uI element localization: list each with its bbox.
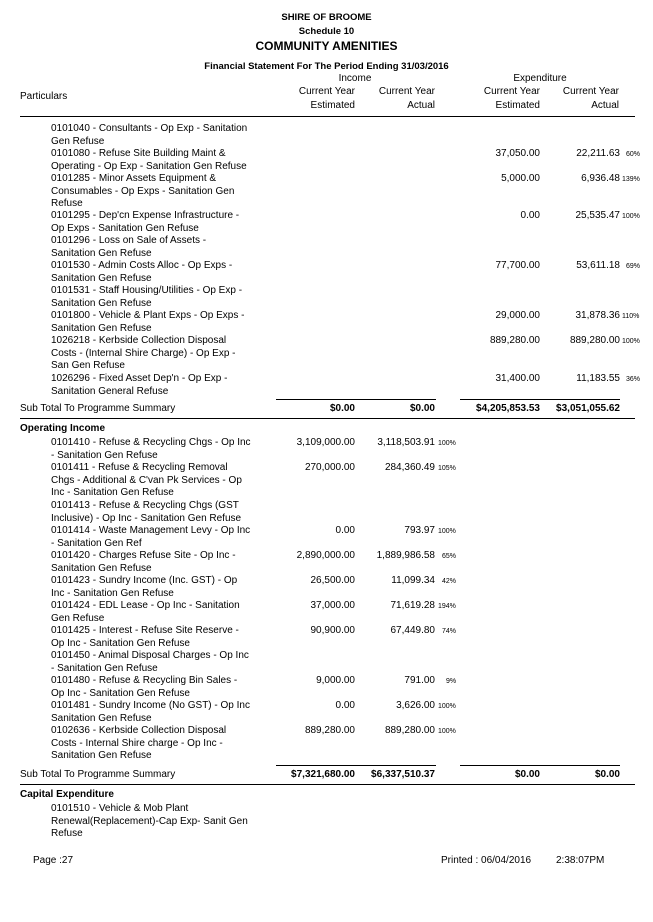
percent-of-budget: 100% — [622, 213, 640, 220]
programme-title: COMMUNITY AMENITIES — [255, 39, 398, 53]
account-description: 0101800 - Vehicle & Plant Exps - Op Exps - Sanitation Gen Refuse — [51, 310, 245, 334]
subtotal-income-rule — [276, 399, 436, 400]
particulars-header: Particulars — [20, 91, 68, 102]
income-actual: 1,889,986.58 — [376, 550, 435, 561]
income-estimated-header: Current Year Estimated — [298, 86, 355, 111]
income-actual: 793.97 — [404, 525, 435, 536]
expenditure-estimated: 37,050.00 — [495, 148, 540, 159]
income-estimated: 270,000.00 — [304, 462, 355, 473]
percent-of-budget: 194% — [438, 603, 456, 610]
expenditure-actual: 22,211.63 — [576, 148, 620, 159]
income-estimated: 3,109,000.00 — [296, 437, 355, 448]
account-description: 0101411 - Refuse & Recycling Removal Chgs - Additional & C'van Pk Services - Op Inc - Sanitation Gen Refuse — [51, 462, 242, 498]
income-actual: 3,626.00 — [396, 700, 435, 711]
printed-date: Printed : 06/04/2016 — [441, 855, 532, 866]
account-description: 0101424 - EDL Lease - Op Inc - Sanitation Gen Refuse — [51, 600, 240, 624]
subtotal-label: Sub Total To Programme Summary — [20, 769, 176, 780]
expenditure-estimated: 5,000.00 — [501, 173, 540, 184]
percent-of-budget: 60% — [626, 151, 641, 158]
expenditure-estimated: 889,280.00 — [489, 335, 540, 346]
income-estimated: 889,280.00 — [304, 725, 355, 736]
account-description: 0101510 - Vehicle & Mob Plant Renewal(Replacement)-Cap Exp- Sanit Gen Refuse — [51, 803, 248, 839]
account-description: 0101425 - Interest - Refuse Site Reserve - Op Inc - Sanitation Gen Refuse — [51, 625, 239, 649]
section-heading-operating-income: Operating Income — [20, 423, 106, 434]
subtotal-expenditure-estimated: $4,205,853.53 — [476, 403, 540, 414]
expenditure-actual-header: Current Year Actual — [562, 86, 619, 111]
account-description: 1026296 - Fixed Asset Dep'n - Op Exp - Sanitation General Refuse — [51, 373, 228, 397]
expenditure-actual: 53,611.18 — [576, 260, 620, 271]
statement-title: Financial Statement For The Period Ending 31/03/2016 — [204, 61, 449, 72]
page-number: Page :27 — [33, 855, 74, 866]
percent-of-budget: 100% — [438, 703, 456, 710]
account-description: 0101410 - Refuse & Recycling Chgs - Op Inc - Sanitation Gen Refuse — [51, 437, 251, 461]
expenditure-estimated: 29,000.00 — [495, 310, 540, 321]
income-estimated: 0.00 — [335, 700, 355, 711]
income-actual-header: Current Year Actual — [378, 86, 435, 111]
percent-of-budget: 100% — [438, 728, 456, 735]
income-actual: 791.00 — [404, 675, 435, 686]
income-estimated: 37,000.00 — [310, 600, 355, 611]
income-estimated: 26,500.00 — [310, 575, 355, 586]
income-group-header: Income — [338, 73, 372, 84]
expenditure-actual: 31,878.36 — [575, 310, 620, 321]
subtotal-income-actual: $0.00 — [409, 403, 435, 414]
account-description: 0101080 - Refuse Site Building Maint & Operating - Op Exp - Sanitation Gen Refuse — [51, 148, 247, 172]
income-estimated: 0.00 — [335, 525, 355, 536]
section-heading-capital-expenditure: Capital Expenditure — [20, 789, 114, 800]
account-description: 0101531 - Staff Housing/Utilities - Op Exp - Sanitation Gen Refuse — [51, 285, 243, 309]
subtotal-expenditure-actual: $3,051,055.62 — [556, 403, 620, 414]
income-estimated: 2,890,000.00 — [296, 550, 355, 561]
income-actual: 71,619.28 — [390, 600, 435, 611]
account-description: 0101480 - Refuse & Recycling Bin Sales - Op Inc - Sanitation Gen Refuse — [51, 675, 238, 699]
percent-of-budget: 105% — [438, 465, 456, 472]
expenditure-actual: 11,183.55 — [576, 373, 620, 384]
printed-time: 2:38:07PM — [556, 855, 605, 866]
account-description: 0101450 - Animal Disposal Charges - Op Inc - Sanitation Gen Refuse — [51, 650, 249, 674]
income-estimated: 9,000.00 — [316, 675, 355, 686]
income-actual: 889,280.00 — [384, 725, 435, 736]
percent-of-budget: 110% — [622, 313, 640, 320]
account-description: 0102636 - Kerbside Collection Disposal Costs - Internal Shire charge - Op Inc - Sanitation Gen Refuse — [51, 725, 227, 761]
percent-of-budget: 139% — [622, 176, 640, 183]
percent-of-budget: 100% — [438, 528, 456, 535]
account-description: 1026218 - Kerbside Collection Disposal Costs - (Internal Shire Charge) - Op Exp - San Gen Refuse — [51, 335, 236, 371]
percent-of-budget: 100% — [438, 440, 456, 447]
expenditure-estimated: 0.00 — [520, 210, 540, 221]
account-description: 0101481 - Sundry Income (No GST) - Op Inc Sanitation Gen Refuse — [51, 700, 250, 724]
percent-of-budget: 69% — [626, 263, 641, 270]
percent-of-budget: 42% — [442, 578, 457, 585]
percent-of-budget: 36% — [626, 376, 641, 383]
schedule-number: Schedule 10 — [298, 26, 355, 37]
expenditure-group-header: Expenditure — [513, 73, 567, 84]
subtotal-income-rule — [276, 765, 436, 766]
income-actual: 11,099.34 — [391, 575, 435, 586]
expenditure-actual: 889,280.00 — [569, 335, 620, 346]
subtotal-expenditure-estimated: $0.00 — [514, 769, 540, 780]
expenditure-estimated: 31,400.00 — [495, 373, 540, 384]
account-description: 0101040 - Consultants - Op Exp - Sanitation Gen Refuse — [51, 123, 248, 147]
subtotal-income-estimated: $7,321,680.00 — [291, 769, 355, 780]
subtotal-expenditure-rule — [460, 399, 620, 400]
subtotal-income-actual: $6,337,510.37 — [371, 769, 435, 780]
percent-of-budget: 100% — [622, 338, 640, 345]
account-description: 0101296 - Loss on Sale of Assets - Sanitation Gen Refuse — [51, 235, 207, 259]
percent-of-budget: 9% — [446, 678, 457, 685]
organisation-name: SHIRE OF BROOME — [281, 12, 372, 23]
income-actual: 284,360.49 — [384, 462, 435, 473]
account-description: 0101530 - Admin Costs Alloc - Op Exps - Sanitation Gen Refuse — [51, 260, 233, 284]
account-description: 0101414 - Waste Management Levy - Op Inc - Sanitation Gen Ref — [51, 525, 251, 549]
account-description: 0101423 - Sundry Income (Inc. GST) - Op Inc - Sanitation Gen Refuse — [51, 575, 238, 599]
expenditure-estimated: 77,700.00 — [495, 260, 540, 271]
subtotal-label: Sub Total To Programme Summary — [20, 403, 176, 414]
expenditure-actual: 6,936.48 — [581, 173, 620, 184]
subtotal-income-estimated: $0.00 — [329, 403, 355, 414]
subtotal-underline — [20, 784, 635, 785]
account-description: 0101420 - Charges Refuse Site - Op Inc - Sanitation Gen Refuse — [51, 550, 236, 574]
percent-of-budget: 65% — [442, 553, 457, 560]
expenditure-estimated-header: Current Year Estimated — [483, 86, 540, 111]
expenditure-actual: 25,535.47 — [575, 210, 620, 221]
account-description: 0101413 - Refuse & Recycling Chgs (GST Inclusive) - Op Inc - Sanitation Gen Refuse — [51, 500, 242, 524]
income-actual: 67,449.80 — [390, 625, 435, 636]
account-description: 0101285 - Minor Assets Equipment & Consumables - Op Exps - Sanitation Gen Refuse — [51, 173, 235, 209]
header-divider — [20, 116, 635, 117]
income-estimated: 90,900.00 — [310, 625, 355, 636]
subtotal-underline — [20, 418, 635, 419]
percent-of-budget: 74% — [442, 628, 457, 635]
account-description: 0101295 - Dep'cn Expense Infrastructure - Op Exps - Sanitation Gen Refuse — [51, 210, 240, 234]
income-actual: 3,118,503.91 — [377, 437, 435, 448]
subtotal-expenditure-actual: $0.00 — [594, 769, 620, 780]
subtotal-expenditure-rule — [460, 765, 620, 766]
